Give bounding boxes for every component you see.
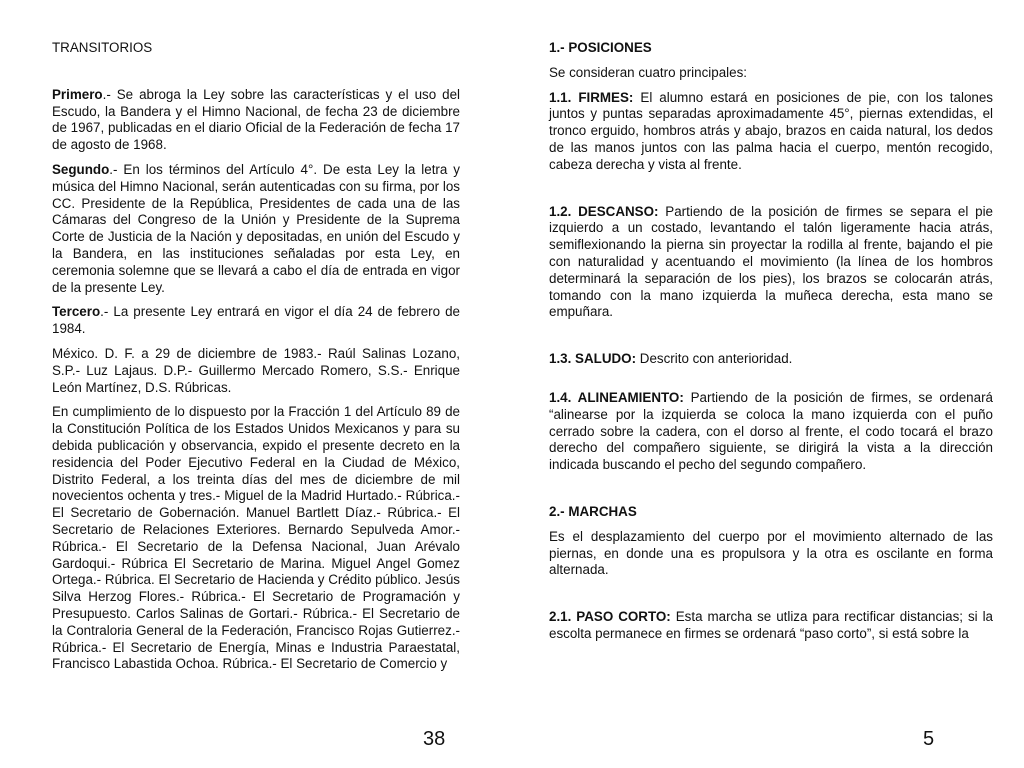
segundo-paragraph	[52, 162, 460, 296]
signatures-paragraph: México. D. F. a 29 de diciembre de 1983.- Raúl Salinas Lozano, S.P.- Luz Lajaus. D.P.- Guillermo Mercado Romero, S.S.- Enrique León Martínez, D.S. Rúbricas.	[52, 345, 460, 395]
primero-label: Primero	[52, 86, 103, 102]
paso-corto-paragraph	[549, 609, 993, 643]
right-page	[512, 0, 1024, 768]
firmes-text: El alumno estará en posiciones de pie, con los talones juntos y puntas separadas aproximadamente 45°, piernas extendidas, el tronco erguido, hombros atrás y abajo, brazos en caida natural, los dedos de las manos juntos con las palma hacia el cuerpo, mentón recogido, cabeza derecha y vista al frente.	[549, 89, 993, 172]
alineamiento-label: 1.4. ALINEAMIENTO:	[549, 389, 684, 405]
marchas-paragraph: Es el desplazamiento del cuerpo por el movimiento alternado de las piernas, en donde una es propulsora y la otra es oscilante en forma alternada.	[549, 528, 993, 578]
paso-corto-text: Esta marcha se utliza para rectificar distancias; si la escolta permanece en firmes se ordenará “paso corto”, si está sobre la	[549, 609, 993, 641]
segundo-text: .- En los términos del Artículo 4°. De esta Ley la letra y música del Himno Nacional, serán autenticadas con su firma, por los CC. Presidente de la República, Presidentes de cada una de las Cámaras del Congreso de la Unión y Presidente de la Suprema Corte de Justicia de la Nación y depositadas, en unión del Escudo y la Bandera, en las instituciones señaladas por esta Ley, en ceremonia solemne que se llevará a cabo el día de entrada en vigor de la presente Ley.	[52, 161, 460, 295]
descanso-label: 1.2. DESCANSO:	[549, 203, 659, 219]
tercero-paragraph	[52, 304, 460, 338]
firmes-label: 1.1. FIRMES:	[549, 89, 634, 105]
firmes-paragraph	[549, 90, 993, 174]
saludo-paragraph	[549, 351, 993, 368]
left-text-column	[52, 40, 460, 681]
descanso-paragraph	[549, 204, 993, 322]
alineamiento-paragraph	[549, 390, 993, 474]
posiciones-intro: Se consideran cuatro principales:	[549, 64, 747, 80]
segundo-label: Segundo	[52, 161, 110, 177]
right-text-column	[549, 40, 993, 651]
tercero-text: .- La presente Ley entrará en vigor el día 24 de febrero de 1984.	[52, 304, 460, 337]
marchas-heading: 2.- MARCHAS	[549, 503, 637, 519]
posiciones-heading: 1.- POSICIONES	[549, 40, 652, 55]
primero-paragraph	[52, 87, 460, 154]
page-number-left: 38	[423, 728, 446, 750]
transitorios-heading: TRANSITORIOS	[52, 40, 153, 55]
decree-paragraph: En cumplimiento de lo dispuesto por la Fracción 1 del Artículo 89 de la Constitución Política de los Estados Unidos Mexicanos y para su debida publicación y observancia, expido el presente decreto en la residencia del Poder Ejecutivo Federal en la Ciudad de México, Distrito Federal, a los treinta días del mes de diciembre de mil novecientos ochenta y tres.- Miguel de la Madrid Hurtado.- Rúbrica.- El Secretario de Gobernación. Manuel Bartlett Díaz.- Rúbrica.- El Secretario de Relaciones Exteriores. Bernardo Sepulveda Amor.- Rúbrica.- El Secretario de la Defensa Nacional, Juan Arévalo Gardoqui.- Rúbrica El Secretario de Marina. Miguel Angel Gomez Ortega.- Rúbrica. El Secretario de Hacienda y Crédito público. Jesús Silva Herzog Flores.- Rúbrica.- El Secretario de Programación y Presupuesto. Carlos Salinas de Gortari.- Rúbrica.- El Secretario de la Contraloria General de la Federación, Francisco Rojas Gutierrez.- Rúbrica.- El Secretario de Energía, Minas e Industria Paraestatal, Francisco Labastida Ochoa. Rúbrica.- El Secretario de Comercio y	[52, 404, 460, 672]
paso-corto-label: 2.1. PASO CORTO:	[549, 609, 671, 625]
tercero-label: Tercero	[52, 304, 101, 320]
descanso-text: Partiendo de la posición de firmes se separa el pie izquierdo a un costado, levantando el talón ligeramente hacia atrás, semiflexionando la pierna sin proyectar la rodilla al frente, bajando el pie con naturalidad y acentuando el movimiento (la línea de los hombros determinará la separación de los pies), los brazos se colocarán atrás, tomando con la mano izquierda la muñeca derecha, esta mano se empuñara.	[549, 203, 994, 320]
saludo-text: Descrito con anterioridad.	[636, 351, 793, 367]
saludo-label: 1.3. SALUDO:	[549, 351, 637, 367]
page-number-right: 5	[923, 728, 935, 750]
alineamiento-text: Partiendo de la posición de firmes, se ordenará “alinearse por la izquierda se coloca la mano izquierda con el puño cerrado sobre la cadera, con el dorso al frente, el codo tocará el brazo derecho del compañero siguiente, se dirigirá la vista a la dirección indicada buscando el pecho del segundo compañero.	[549, 389, 993, 473]
primero-text: .- Se abroga la Ley sobre las características y el uso del Escudo, la Bandera y el Himno Nacional, de fecha 23 de diciembre de 1967, publicadas en el diario Oficial de la Federación de fecha 17 de agosto de 1968.	[52, 86, 460, 153]
